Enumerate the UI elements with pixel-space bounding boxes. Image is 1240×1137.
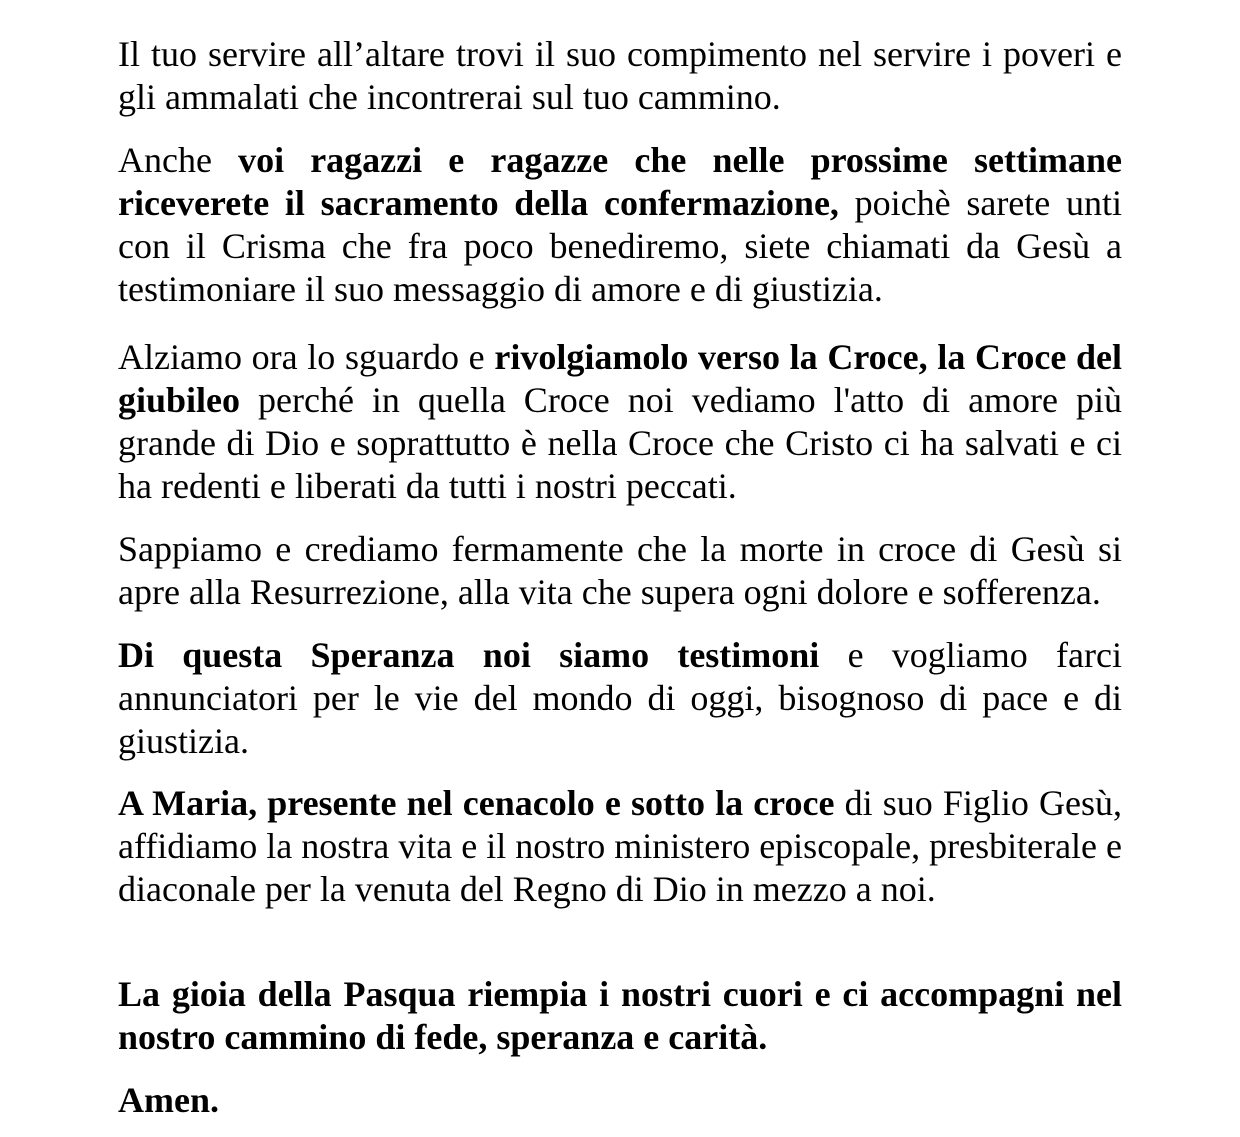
text-segment: Il tuo servire all’altare trovi il suo compimento nel servire i poveri e gli ammalati che incontrerai sul tuo cammino. — [118, 34, 1122, 117]
bold-text-segment: voi ragazzi e ragazze che nelle prossime settimane riceverete il sacramento della confermazione, — [118, 140, 1122, 223]
text-segment: Anche — [118, 140, 239, 180]
bold-text-segment: La gioia della Pasqua riempia i nostri cuori e ci accompagni nel nostro cammino di fede, speranza e carità. — [118, 974, 1122, 1057]
text-segment: perché in quella Croce noi vediamo l'atto di amore più grande di Dio e soprattutto è nella Croce che Cristo ci ha salvati e ci ha redenti e liberati da tutti i nostri peccati. — [118, 380, 1122, 506]
text-segment: Sappiamo e crediamo fermamente che la morte in croce di Gesù si apre alla Resurrezione, alla vita che supera ogni dolore e sofferenza. — [118, 529, 1122, 612]
bold-text-segment: Di questa Speranza noi siamo testimoni — [118, 635, 820, 675]
paragraph-cross — [118, 336, 1122, 508]
bold-text-segment: rivolgiamolo verso la Croce, la Croce del giubileo — [118, 337, 1122, 420]
bold-text-segment: Amen. — [118, 1080, 219, 1120]
paragraph-amen — [118, 1079, 1122, 1122]
text-segment: di suo Figlio Gesù, affidiamo la nostra vita e il nostro ministero episcopale, presbiterale e diaconale per la venuta del Regno di Dio in mezzo a noi. — [118, 783, 1123, 909]
text-segment: poichè sarete unti con il Crisma che fra poco benediremo, siete chiamati da Gesù a testimoniare il suo messaggio di amore e di giustizia. — [118, 183, 1122, 309]
text-segment: Alziamo ora lo sguardo e — [118, 337, 495, 377]
paragraph-service — [118, 33, 1122, 119]
paragraph-easter-joy — [118, 973, 1122, 1059]
paragraph-maria — [118, 782, 1122, 911]
paragraph-resurrection — [118, 528, 1122, 614]
paragraph-confirmation — [118, 139, 1122, 311]
text-segment: e vogliamo farci annunciatori per le vie del mondo di oggi, bisognoso di pace e di giustizia. — [118, 635, 1122, 761]
bold-text-segment: A Maria, presente nel cenacolo e sotto la croce — [118, 783, 835, 823]
paragraph-hope — [118, 634, 1122, 763]
